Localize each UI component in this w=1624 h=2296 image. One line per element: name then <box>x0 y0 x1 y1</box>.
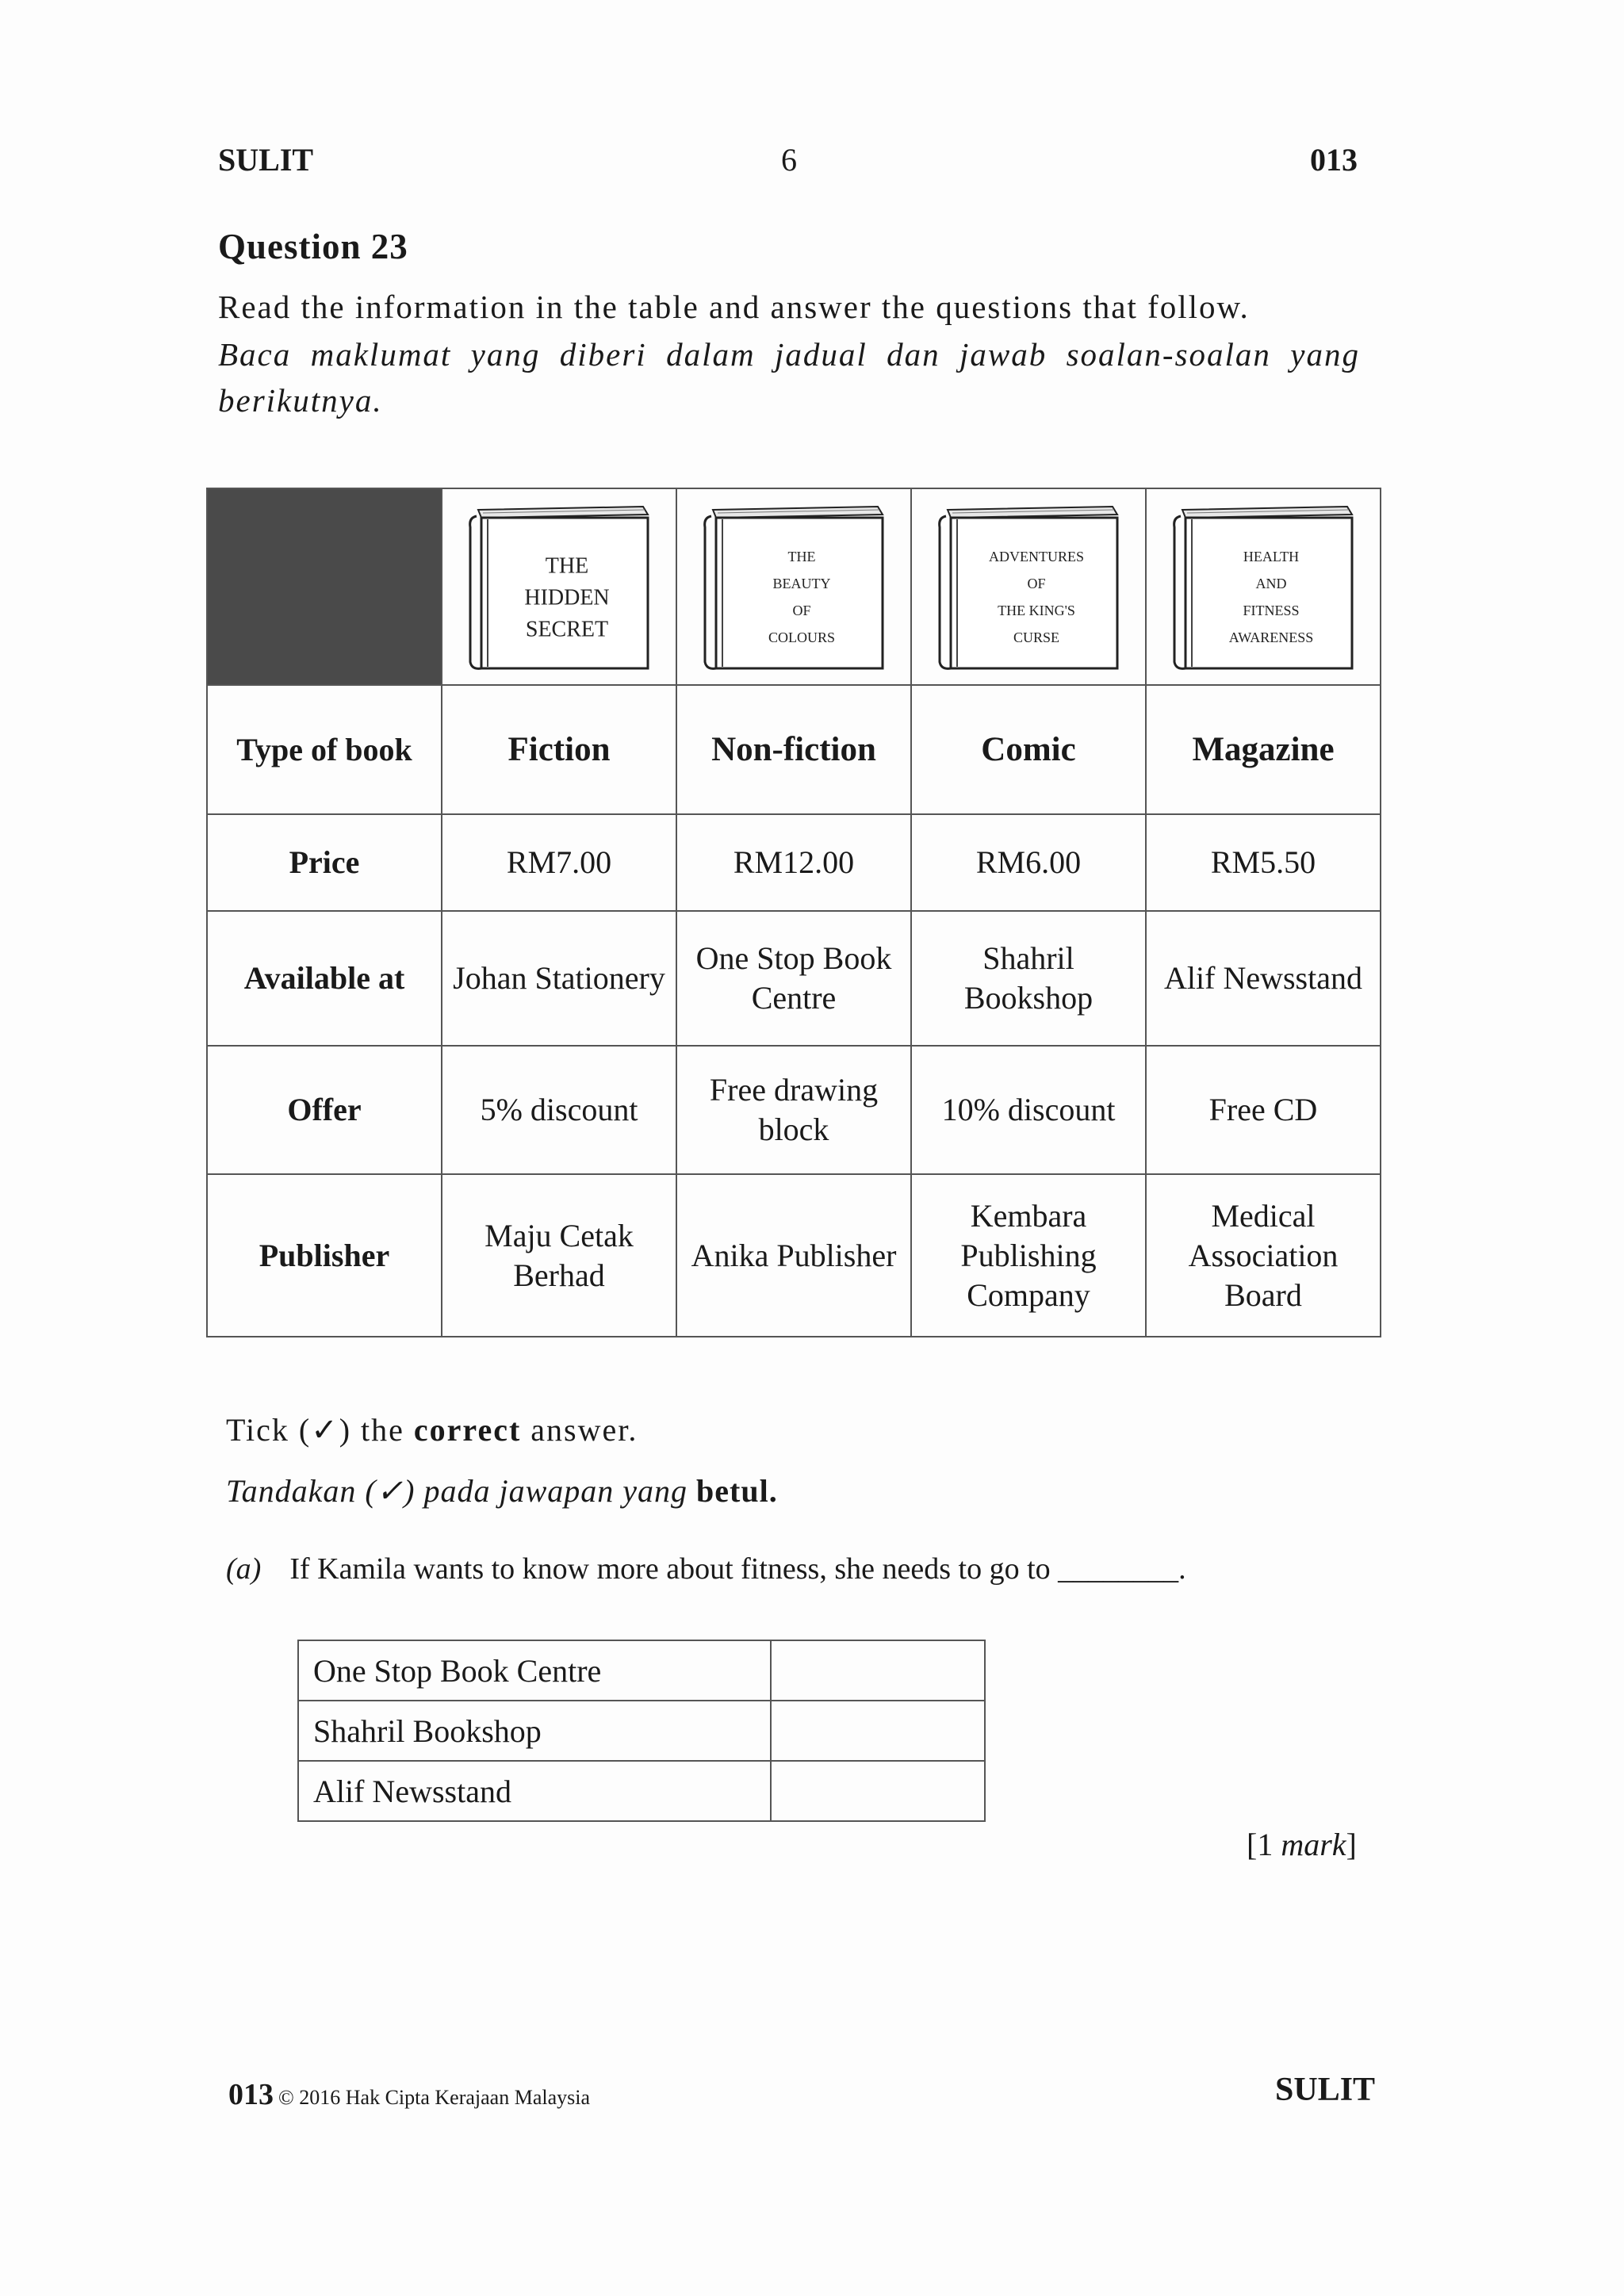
question-title: Question 23 <box>218 227 408 266</box>
tick-instruction-english: Tick (✓) the correct answer. <box>226 1412 638 1448</box>
cell-publisher: Maju Cetak Berhad <box>442 1174 676 1337</box>
book-cover-title-line: OF <box>1027 576 1046 591</box>
book-cover-cell <box>911 488 1146 685</box>
cell-available: Alif Newsstand <box>1146 911 1381 1046</box>
book-cover-3 <box>933 499 1124 675</box>
answer-option-row <box>298 1761 985 1821</box>
book-cover-title-line: AWARENESS <box>1228 629 1314 645</box>
book-cover-title-line: SECRET <box>525 617 609 642</box>
row-header-type: Type of book <box>207 685 442 814</box>
answer-option-row <box>298 1640 985 1701</box>
book-cover-title-line: THE <box>787 549 816 564</box>
cell-offer: Free CD <box>1146 1046 1381 1174</box>
cell-price: RM12.00 <box>676 814 911 911</box>
header-classification: SULIT <box>218 142 314 178</box>
type-row <box>207 685 1381 814</box>
book-cover-title-line: HEALTH <box>1243 549 1300 564</box>
row-header-publisher: Publisher <box>207 1174 442 1337</box>
cell-publisher: Medical Association Board <box>1146 1174 1381 1337</box>
answer-option-row <box>298 1701 985 1761</box>
cell-available: Shahril Bookshop <box>911 911 1146 1046</box>
book-info-table <box>206 488 1381 1337</box>
book-cover-cell <box>442 488 676 685</box>
cell-type: Fiction <box>442 685 676 814</box>
footer-copyright <box>228 2077 590 2112</box>
book-cover-cell <box>676 488 911 685</box>
page-number: 6 <box>781 142 797 178</box>
instruction-malay: Baca maklumat yang diberi dalam jadual dan jawab soalan-soalan yang berikutnya. <box>218 336 1360 419</box>
tick-instruction-malay: Tandakan (✓) pada jawapan yang betul. <box>226 1473 778 1509</box>
footer-classification: SULIT <box>1275 2072 1376 2108</box>
publisher-row <box>207 1174 1381 1337</box>
copyright-text: © 2016 Hak Cipta Kerajaan Malaysia <box>278 2086 591 2109</box>
available-row <box>207 911 1381 1046</box>
cover-row <box>207 488 1381 685</box>
answer-option-label: One Stop Book Centre <box>298 1640 771 1701</box>
book-cover-title-line: COLOURS <box>768 629 836 645</box>
book-cover-cell <box>1146 488 1381 685</box>
paper-code: 013 <box>1310 142 1358 178</box>
corner-cell <box>207 488 442 685</box>
book-cover-title-line: ADVENTURES <box>989 549 1084 564</box>
book-cover-title-line: THE KING'S <box>998 603 1075 618</box>
book-cover-title-line: BEAUTY <box>772 576 831 591</box>
cell-offer: Free drawing block <box>676 1046 911 1174</box>
cell-price: RM5.50 <box>1146 814 1381 911</box>
part-a-label: (a) <box>226 1552 262 1586</box>
cell-price: RM6.00 <box>911 814 1146 911</box>
cell-offer: 10% discount <box>911 1046 1146 1174</box>
book-cover-title-line: THE <box>545 553 589 579</box>
cell-publisher: Kembara Publishing Company <box>911 1174 1146 1337</box>
price-row <box>207 814 1381 911</box>
answer-options-table <box>297 1640 986 1822</box>
book-cover-title-line: CURSE <box>1013 629 1060 645</box>
footer-code: 013 <box>228 2078 274 2111</box>
cell-offer: 5% discount <box>442 1046 676 1174</box>
cell-type: Comic <box>911 685 1146 814</box>
book-cover-1 <box>464 499 654 675</box>
row-header-available: Available at <box>207 911 442 1046</box>
book-cover-title-line: HIDDEN <box>524 585 610 610</box>
cell-type: Magazine <box>1146 685 1381 814</box>
part-a-question <box>226 1552 1186 1586</box>
tick-box[interactable] <box>771 1640 985 1701</box>
book-cover-title-line: OF <box>792 603 811 618</box>
offer-row <box>207 1046 1381 1174</box>
tick-box[interactable] <box>771 1701 985 1761</box>
book-cover-title-line: FITNESS <box>1243 603 1300 618</box>
row-header-price: Price <box>207 814 442 911</box>
answer-option-label: Shahril Bookshop <box>298 1701 771 1761</box>
book-cover-2 <box>699 499 889 675</box>
cell-publisher: Anika Publisher <box>676 1174 911 1337</box>
cell-available: Johan Stationery <box>442 911 676 1046</box>
mark-allocation: [1 mark] <box>1247 1827 1357 1862</box>
cell-price: RM7.00 <box>442 814 676 911</box>
cell-available: One Stop Book Centre <box>676 911 911 1046</box>
tick-box[interactable] <box>771 1761 985 1821</box>
cell-type: Non-fiction <box>676 685 911 814</box>
book-cover-4 <box>1168 499 1358 675</box>
instruction-english: Read the information in the table and answer the questions that follow. <box>218 289 1250 325</box>
part-a-text: If Kamila wants to know more about fitness, she needs to go to ________. <box>289 1552 1186 1586</box>
row-header-offer: Offer <box>207 1046 442 1174</box>
book-cover-title-line: AND <box>1255 576 1287 591</box>
answer-option-label: Alif Newsstand <box>298 1761 771 1821</box>
